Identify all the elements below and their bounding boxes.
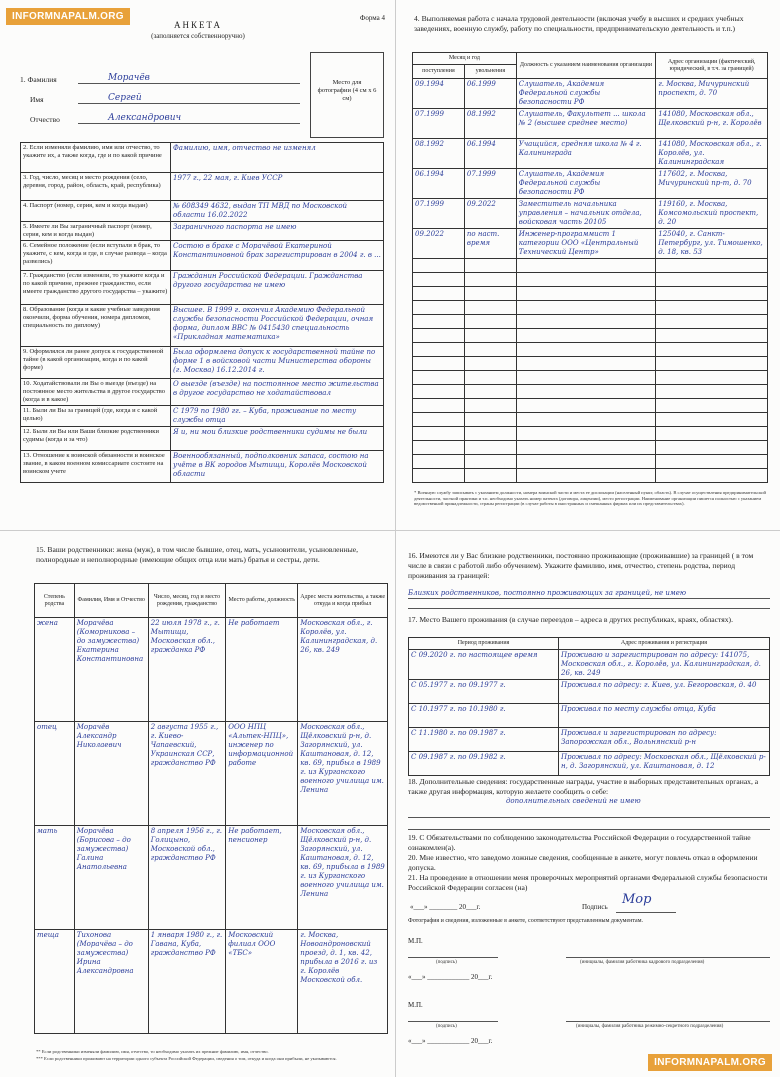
date-rezh: «___» ____________ 20___г. [408, 1037, 493, 1045]
residence-period-cell: С 11.1980 г. по 09.1987 г. [409, 728, 559, 752]
relative-b-cell: 2 августа 1955 г., г. Киево-Чапаевский, Украинская ССР, гражданство РФ [148, 722, 226, 826]
empty-cell [413, 455, 465, 469]
work-empty-row [413, 273, 768, 287]
firstname-value: Сергей [78, 94, 300, 104]
anketa-table [20, 142, 384, 483]
work-pos-cell: Инженер-программист 1 категории ООО «Центральный Технический Центр» [516, 229, 655, 259]
answer-cell: 1977 г., 22 мая, г. Киев УССР [171, 173, 384, 201]
empty-cell [464, 469, 516, 483]
relative-b-cell: 1 января 1980 г., г. Гавана, Куба, гражданство РФ [148, 930, 226, 1034]
empty-cell [464, 441, 516, 455]
work-empty-row [413, 441, 768, 455]
anketa-row [21, 201, 384, 222]
empty-cell [656, 441, 768, 455]
work-addr-cell: 141080, Московская обл., г. Королёв, ул. Калининградская [656, 139, 768, 169]
work-empty-row [413, 315, 768, 329]
col-start: поступления [413, 65, 465, 79]
q16-text: 16. Имеются ли у Вас близкие родственники, постоянно проживающие (проживавшие) за границей ( в том числе в связи с работой либо обучением). Укажите фамилию, имя, отчество, степень родства, период проживания за границей: [408, 551, 754, 580]
relatives-title: 15. Ваши родственники: жена (муж), в том числе бывшие, отец, мать, усыновители, усыновленные, полнородные и неполнородные (имеющие общих отца или мать) братья и сестры, дети. [36, 545, 359, 564]
kadr-line [566, 957, 770, 958]
relative-row [35, 930, 388, 1034]
question-cell: 2. Если изменяли фамилию, имя или отчество, то укажите их, а также когда, где и по какой причине [21, 143, 171, 173]
relative-a-cell: Московская обл., Щёлковский р-н, д. Загорянский, ул. Каштановая, д. 12, кв. 69, прибыла в 1989 г. из Курганского военного училища им. Ленина [298, 826, 388, 930]
answer-cell: Фамилию, имя, отчество не изменял [171, 143, 384, 173]
sign-line-1 [408, 957, 498, 958]
col-month-year: Месяц и год [413, 53, 517, 65]
anketa-row [21, 379, 384, 406]
signature-label: Подпись [582, 903, 608, 911]
q17-text: 17. Место Вашего проживания (в случае переездов – адреса в других республиках, краях, областях). [408, 615, 733, 624]
relative-a-cell: Московская обл., Щёлковский р-н, д. Загорянский, ул. Каштановая, д. 12, кв. 69, прибыл в 1989 г. из Курганского военного училища им. Ленина [298, 722, 388, 826]
question-cell: 12. Были ли Вы или Ваши близкие родственники судимы (когда и за что) [21, 427, 171, 451]
photo-box [310, 52, 384, 138]
anketa-row [21, 451, 384, 483]
work-in-cell: 08.1992 [413, 139, 465, 169]
empty-cell [656, 413, 768, 427]
question-cell: 10. Ходатайствовали ли Вы о выезде (въезде) на постоянное место жительства в другое государство (когда и в какое) [21, 379, 171, 406]
surname-value: Морачёв [78, 74, 300, 84]
empty-cell [656, 343, 768, 357]
answer-cell: Военнообязанный, подполковник запаса, состою на учёте в ВК городов Мытищи, Королёв Московской области [171, 451, 384, 483]
work-out-cell: 08.1992 [464, 109, 516, 139]
empty-cell [516, 357, 655, 371]
mp-stamp-1: М.П. [408, 937, 423, 945]
question-cell: 3. Год, число, месяц и место рождения (село, деревня, город, район, область, край, республика) [21, 173, 171, 201]
residence-row [409, 650, 770, 680]
surname-label: 1. Фамилия [20, 75, 57, 84]
work-empty-row [413, 329, 768, 343]
relatives-col-header: Фамилия, Имя и Отчество [74, 584, 148, 618]
work-empty-row [413, 469, 768, 483]
empty-cell [413, 399, 465, 413]
work-row [413, 229, 768, 259]
empty-cell [516, 259, 655, 273]
relatives-col-header: Адрес места жительства, а также откуда и когда прибыл [298, 584, 388, 618]
work-row [413, 109, 768, 139]
empty-cell [516, 427, 655, 441]
empty-cell [413, 371, 465, 385]
anketa-row [21, 222, 384, 241]
empty-cell [413, 273, 465, 287]
work-in-cell: 07.1999 [413, 199, 465, 229]
empty-cell [464, 399, 516, 413]
empty-cell [413, 413, 465, 427]
relative-r-cell: жена [35, 618, 75, 722]
answer-cell: Высшее. В 1999 г. окончил Академию Федеральной службы безопасности Российской Федерации, очная форма, диплом ВВС № 0415430 специальность «Прикладная математика» [171, 305, 384, 347]
watermark-logo: INFORMNAPALM.ORG [6, 8, 130, 25]
work-empty-row [413, 287, 768, 301]
work-in-cell: 06.1994 [413, 169, 465, 199]
work-footnote: * Военную службу записывать с указанием должности, номера воинской части и места ее дислокации (населенный пункт, область). В случае осуществления предпринимательской деятельности, частной практики и т.п. необходимо указать номер патента (договора, лицензии), место регистрации. Наименование организации пишется полностью с указанием ведомственной принадлежности, страны регистрации (в случае работы в иностранных и смешанных фирмах или их представительствах). [414, 490, 766, 507]
work-pos-cell: Слушатель, Академия Федеральной службы безопасности РФ [516, 169, 655, 199]
empty-cell [516, 399, 655, 413]
work-empty-row [413, 427, 768, 441]
work-out-cell: 07.1999 [464, 169, 516, 199]
relatives-col-header: Степень родства [35, 584, 75, 618]
empty-cell [516, 329, 655, 343]
work-empty-row [413, 385, 768, 399]
relative-n-cell: Тихонова (Морачёва – до замужества) Ирина Александровна [74, 930, 148, 1034]
answer-cell: Я и, ни мои близкие родственники судимы не были [171, 427, 384, 451]
residence-period-cell: С 05.1977 г. по 09.1977 г. [409, 680, 559, 704]
empty-cell [656, 287, 768, 301]
empty-cell [413, 441, 465, 455]
empty-cell [656, 455, 768, 469]
relative-row [35, 826, 388, 930]
relative-a-cell: г. Москва, Новоандроновский проезд, д. 1, кв. 42, прибыла в 2016 г. из г. Королёв Московской обл. [298, 930, 388, 1034]
empty-cell [413, 315, 465, 329]
question-cell: 6. Семейное положение (если вступали в брак, то укажите, с кем, когда и где, в случае развода – когда развелись) [21, 241, 171, 271]
work-empty-row [413, 399, 768, 413]
relative-w-cell: Не работает [226, 618, 298, 722]
empty-cell [656, 315, 768, 329]
q19-text: 19. С Обязательствами по соблюдению законодательства Российской Федерации о государственной тайне ознакомлен(а). [408, 833, 751, 852]
q18-text: 18. Дополнительные сведения: государственные награды, участие в выборных представительных органах, а также другая информация, которую желаете сообщить о себе: [408, 777, 759, 796]
q21-text: 21. На проведение в отношении меня проверочных мероприятий органами Федеральной службы безопасности Российской Федерации согласен (на) [408, 873, 768, 892]
answer-cell: Гражданин Российской Федерации. Гражданства другого государства не имею [171, 271, 384, 305]
residence-row [409, 704, 770, 728]
q18-answer: дополнительных сведений не имею [506, 797, 641, 805]
relative-row [35, 722, 388, 826]
relatives-col-header: Число, месяц, год и место рождения, гражданство [148, 584, 226, 618]
empty-cell [656, 357, 768, 371]
anketa-row [21, 143, 384, 173]
podpis-label-1: (подпись) [436, 960, 457, 965]
empty-cell [413, 329, 465, 343]
confirm-text: Фотография и сведения, изложенные в анкете, соответствуют представленным документам. [408, 918, 643, 924]
work-row [413, 199, 768, 229]
residence-row [409, 728, 770, 752]
empty-cell [413, 385, 465, 399]
empty-cell [413, 427, 465, 441]
page-1-anketa [0, 0, 396, 530]
work-empty-row [413, 259, 768, 273]
work-addr-cell: 119160, г. Москва, Комсомольский проспект, д. 20 [656, 199, 768, 229]
anketa-row [21, 305, 384, 347]
residence-address-cell: Проживал и зарегистрирован по адресу: Запорожская обл., Вольнянский р-н [559, 728, 770, 752]
empty-cell [516, 315, 655, 329]
empty-cell [413, 259, 465, 273]
anketa-row [21, 406, 384, 427]
empty-cell [464, 371, 516, 385]
question-cell: 8. Образование (когда и какие учебные заведения окончили, форма обучения, номера дипломов, специальность по диплому) [21, 305, 171, 347]
relative-b-cell: 8 апреля 1956 г., г. Голицыно, Московской обл., гражданство РФ [148, 826, 226, 930]
empty-cell [413, 343, 465, 357]
work-empty-row [413, 343, 768, 357]
relatives-col-header: Место работы, должность [226, 584, 298, 618]
work-pos-cell: Учащийся, средняя школа № 4 г. Калининграда [516, 139, 655, 169]
col-residence-address: Адрес проживания и регистрация [559, 638, 770, 650]
question-cell: 9. Оформлялся ли ранее допуск к государственной тайне (в какой организации, когда и по какой форме) [21, 347, 171, 379]
work-addr-cell: г. Москва, Мичуринский проспект, д. 70 [656, 79, 768, 109]
question-cell: 11. Были ли Вы за границей (где, когда и с какой целью) [21, 406, 171, 427]
empty-cell [656, 273, 768, 287]
empty-cell [656, 259, 768, 273]
question-cell: 13. Отношение к воинской обязанности и воинское звание, в каком военном комиссариате состоите на воинском учете [21, 451, 171, 483]
empty-cell [656, 371, 768, 385]
residence-address-cell: Проживал по адресу: г. Киев, ул. Бегоровская, д. 40 [559, 680, 770, 704]
relative-r-cell: отец [35, 722, 75, 826]
work-addr-cell: 141080, Московская обл., Щелковский р-н, г. Королёв [656, 109, 768, 139]
work-pos-cell: Слушатель, Факультет ... школа № 2 (высшее среднее место) [516, 109, 655, 139]
signature-line [616, 912, 676, 913]
empty-cell [464, 259, 516, 273]
kadr-label: (инициалы, фамилия работника кадрового подразделения) [580, 960, 705, 965]
page-2-work [396, 0, 780, 530]
relative-n-cell: Морачёв Александр Николаевич [74, 722, 148, 826]
firstname-label: Имя [30, 95, 44, 104]
empty-cell [656, 399, 768, 413]
photo-label: Место для фотографии (4 см х 6 см) [317, 79, 377, 102]
answer-cell: С 1979 по 1980 гг. – Куба, проживание по месту службы отца [171, 406, 384, 427]
work-out-cell: 06.1994 [464, 139, 516, 169]
relatives-footnote-2: *** Если родственники проживают на территории одного субъекта Российской Федерации, сведения о том, откуда и когда они прибыли, не указываются. [36, 1056, 337, 1061]
watermark-logo-2: INFORMNAPALM.ORG [648, 1054, 772, 1071]
answer-cell: Состою в браке с Морачёвой Екатериной Константиновной брак зарегистрирован в 2004 г. в ... [171, 241, 384, 271]
empty-cell [656, 385, 768, 399]
relative-r-cell: теща [35, 930, 75, 1034]
work-addr-cell: 125040, г. Санкт-Петербург, ул. Тимошенко, д. 18, кв. 53 [656, 229, 768, 259]
work-out-cell: по наст. время [464, 229, 516, 259]
residence-row [409, 752, 770, 776]
question-cell: 7. Гражданство (если изменяли, то укажите когда и по какой причине, прежнее гражданство, если имеете гражданство другого государства – укажите) [21, 271, 171, 305]
answer-cell: Заграничного паспорта не имею [171, 222, 384, 241]
relative-b-cell: 22 июля 1978 г., г. Мытищи, Московская обл., гражданка РФ [148, 618, 226, 722]
rezh-label: (инициалы, фамилия работника режимно-секретного подразделения) [576, 1024, 724, 1029]
podpis-label-2: (подпись) [436, 1024, 457, 1029]
relative-a-cell: Московская обл., г. Королёв, ул. Калининградская, д. 26, кв. 249 [298, 618, 388, 722]
work-row [413, 79, 768, 109]
empty-cell [656, 469, 768, 483]
rezh-line [566, 1021, 770, 1022]
relative-row [35, 618, 388, 722]
q20-text: 20. Мне известно, что заведомо ложные сведения, сообщенные в анкете, могут повлечь отказ в оформлении допуска. [408, 853, 758, 872]
work-pos-cell: Заместитель начальника управления – начальник отдела, войсковая часть 20105 [516, 199, 655, 229]
empty-cell [464, 315, 516, 329]
empty-cell [656, 427, 768, 441]
relative-w-cell: Не работает, пенсионер [226, 826, 298, 930]
relatives-footnote-1: ** Если родственники изменяли фамилию, имя, отчество, то необходимо указать их прежние фамилию, имя, отчество. [36, 1049, 269, 1054]
empty-cell [656, 301, 768, 315]
work-in-cell: 07.1999 [413, 109, 465, 139]
col-position: Должность с указанием наименования организации [516, 53, 655, 79]
empty-cell [464, 301, 516, 315]
mp-stamp-2: М.П. [408, 1001, 423, 1009]
residence-table [408, 637, 770, 776]
patronymic-value: Александрович [78, 114, 300, 124]
empty-cell [464, 357, 516, 371]
q18-line-2 [408, 829, 770, 830]
empty-cell [464, 427, 516, 441]
page-4-residence [396, 530, 780, 1077]
relative-n-cell: Морачёва (Борисова – до замужества) Галина Анатольевна [74, 826, 148, 930]
empty-cell [516, 455, 655, 469]
work-out-cell: 06.1999 [464, 79, 516, 109]
residence-period-cell: С 09.2020 г. по настоящее время [409, 650, 559, 680]
work-empty-row [413, 455, 768, 469]
empty-cell [413, 357, 465, 371]
empty-cell [413, 301, 465, 315]
q16-blank-line [408, 603, 770, 609]
residence-row [409, 680, 770, 704]
anketa-row [21, 173, 384, 201]
relative-r-cell: мать [35, 826, 75, 930]
q18-line-1 [408, 817, 770, 818]
empty-cell [516, 469, 655, 483]
sign-line-2 [408, 1021, 498, 1022]
empty-cell [464, 329, 516, 343]
empty-cell [413, 469, 465, 483]
relative-n-cell: Морачёва (Коморникова – до замужества) Екатерина Константиновна [74, 618, 148, 722]
relative-w-cell: ООО НПЦ «Альтек-НПЦ», инженер по информационной работе [226, 722, 298, 826]
answer-cell: Была оформлена допуск к государственной тайне по форме 1 в войсковой части Министерства обороны (г. Москва) 16.12.2014 г. [171, 347, 384, 379]
anketa-row [21, 427, 384, 451]
residence-period-cell: С 10.1977 г. по 10.1980 г. [409, 704, 559, 728]
page-subtitle: (заполняется собственноручно) [151, 32, 245, 40]
work-addr-cell: 117602, г. Москва, Мичуринский пр-т, д. 70 [656, 169, 768, 199]
name-block [20, 64, 300, 124]
page-3-relatives [0, 530, 396, 1077]
signature-date: «___» ________ 20___г. [410, 903, 481, 911]
empty-cell [516, 385, 655, 399]
anketa-row [21, 241, 384, 271]
work-row [413, 169, 768, 199]
answer-cell: № 608349 4632, выдан ТП МВД по Московской области 16.02.2022 [171, 201, 384, 222]
empty-cell [413, 287, 465, 301]
empty-cell [516, 287, 655, 301]
col-period: Период проживания [409, 638, 559, 650]
empty-cell [464, 413, 516, 427]
work-section-title: 4. Выполняемая работа с начала трудовой деятельности (включая учебу в высших и средних учебных заведениях, военную службу, работу по специальности, предпринимательскую деятельность и т.п.) [414, 14, 744, 33]
answer-cell: О выезде (въезде) на постоянное место жительства в другое государство не ходатайствовал [171, 379, 384, 406]
empty-cell [516, 371, 655, 385]
signature-mark: Мор [622, 892, 652, 907]
col-end: увольнения [464, 65, 516, 79]
work-pos-cell: Слушатель, Академия Федеральной службы безопасности РФ [516, 79, 655, 109]
question-cell: 4. Паспорт (номер, серия, кем и когда выдан) [21, 201, 171, 222]
empty-cell [464, 385, 516, 399]
col-address: Адрес организации (фактический, юридический, в т.ч. за границей) [656, 53, 768, 79]
form-number: Форма 4 [359, 14, 385, 22]
question-cell: 5. Имеете ли Вы заграничный паспорт (номер, серия, кем и когда выдан) [21, 222, 171, 241]
work-empty-row [413, 301, 768, 315]
empty-cell [516, 343, 655, 357]
work-empty-row [413, 357, 768, 371]
relatives-table [34, 583, 388, 1034]
patronymic-label: Отчество [30, 115, 60, 124]
residence-address-cell: Проживаю и зарегистрирован по адресу: 141075, Московская обл., г. Королёв, ул. Калининградская, д. 26, кв. 249 [559, 650, 770, 680]
empty-cell [464, 455, 516, 469]
empty-cell [656, 329, 768, 343]
q16-answer: Близких родственников, постоянно проживающих за границей, не имею [408, 589, 770, 599]
residence-period-cell: С 09.1987 г. по 09.1982 г. [409, 752, 559, 776]
work-row [413, 139, 768, 169]
anketa-row [21, 347, 384, 379]
empty-cell [464, 343, 516, 357]
empty-cell [464, 287, 516, 301]
empty-cell [516, 441, 655, 455]
work-empty-row [413, 413, 768, 427]
page-title: АНКЕТА [173, 20, 223, 30]
empty-cell [516, 273, 655, 287]
work-empty-row [413, 371, 768, 385]
anketa-row [21, 271, 384, 305]
relative-w-cell: Московский филиал ООО «ТБС» [226, 930, 298, 1034]
work-table [412, 52, 768, 483]
empty-cell [516, 413, 655, 427]
residence-address-cell: Проживал по месту службы отца, Куба [559, 704, 770, 728]
work-out-cell: 09.2022 [464, 199, 516, 229]
work-in-cell: 09.2022 [413, 229, 465, 259]
date-kadr: «___» ____________ 20___г. [408, 973, 493, 981]
residence-address-cell: Проживал по адресу: Московская обл., Щёлковский р-н, д. Загорянский, ул. Каштановая, д. 12 [559, 752, 770, 776]
empty-cell [516, 301, 655, 315]
empty-cell [464, 273, 516, 287]
work-in-cell: 09.1994 [413, 79, 465, 109]
